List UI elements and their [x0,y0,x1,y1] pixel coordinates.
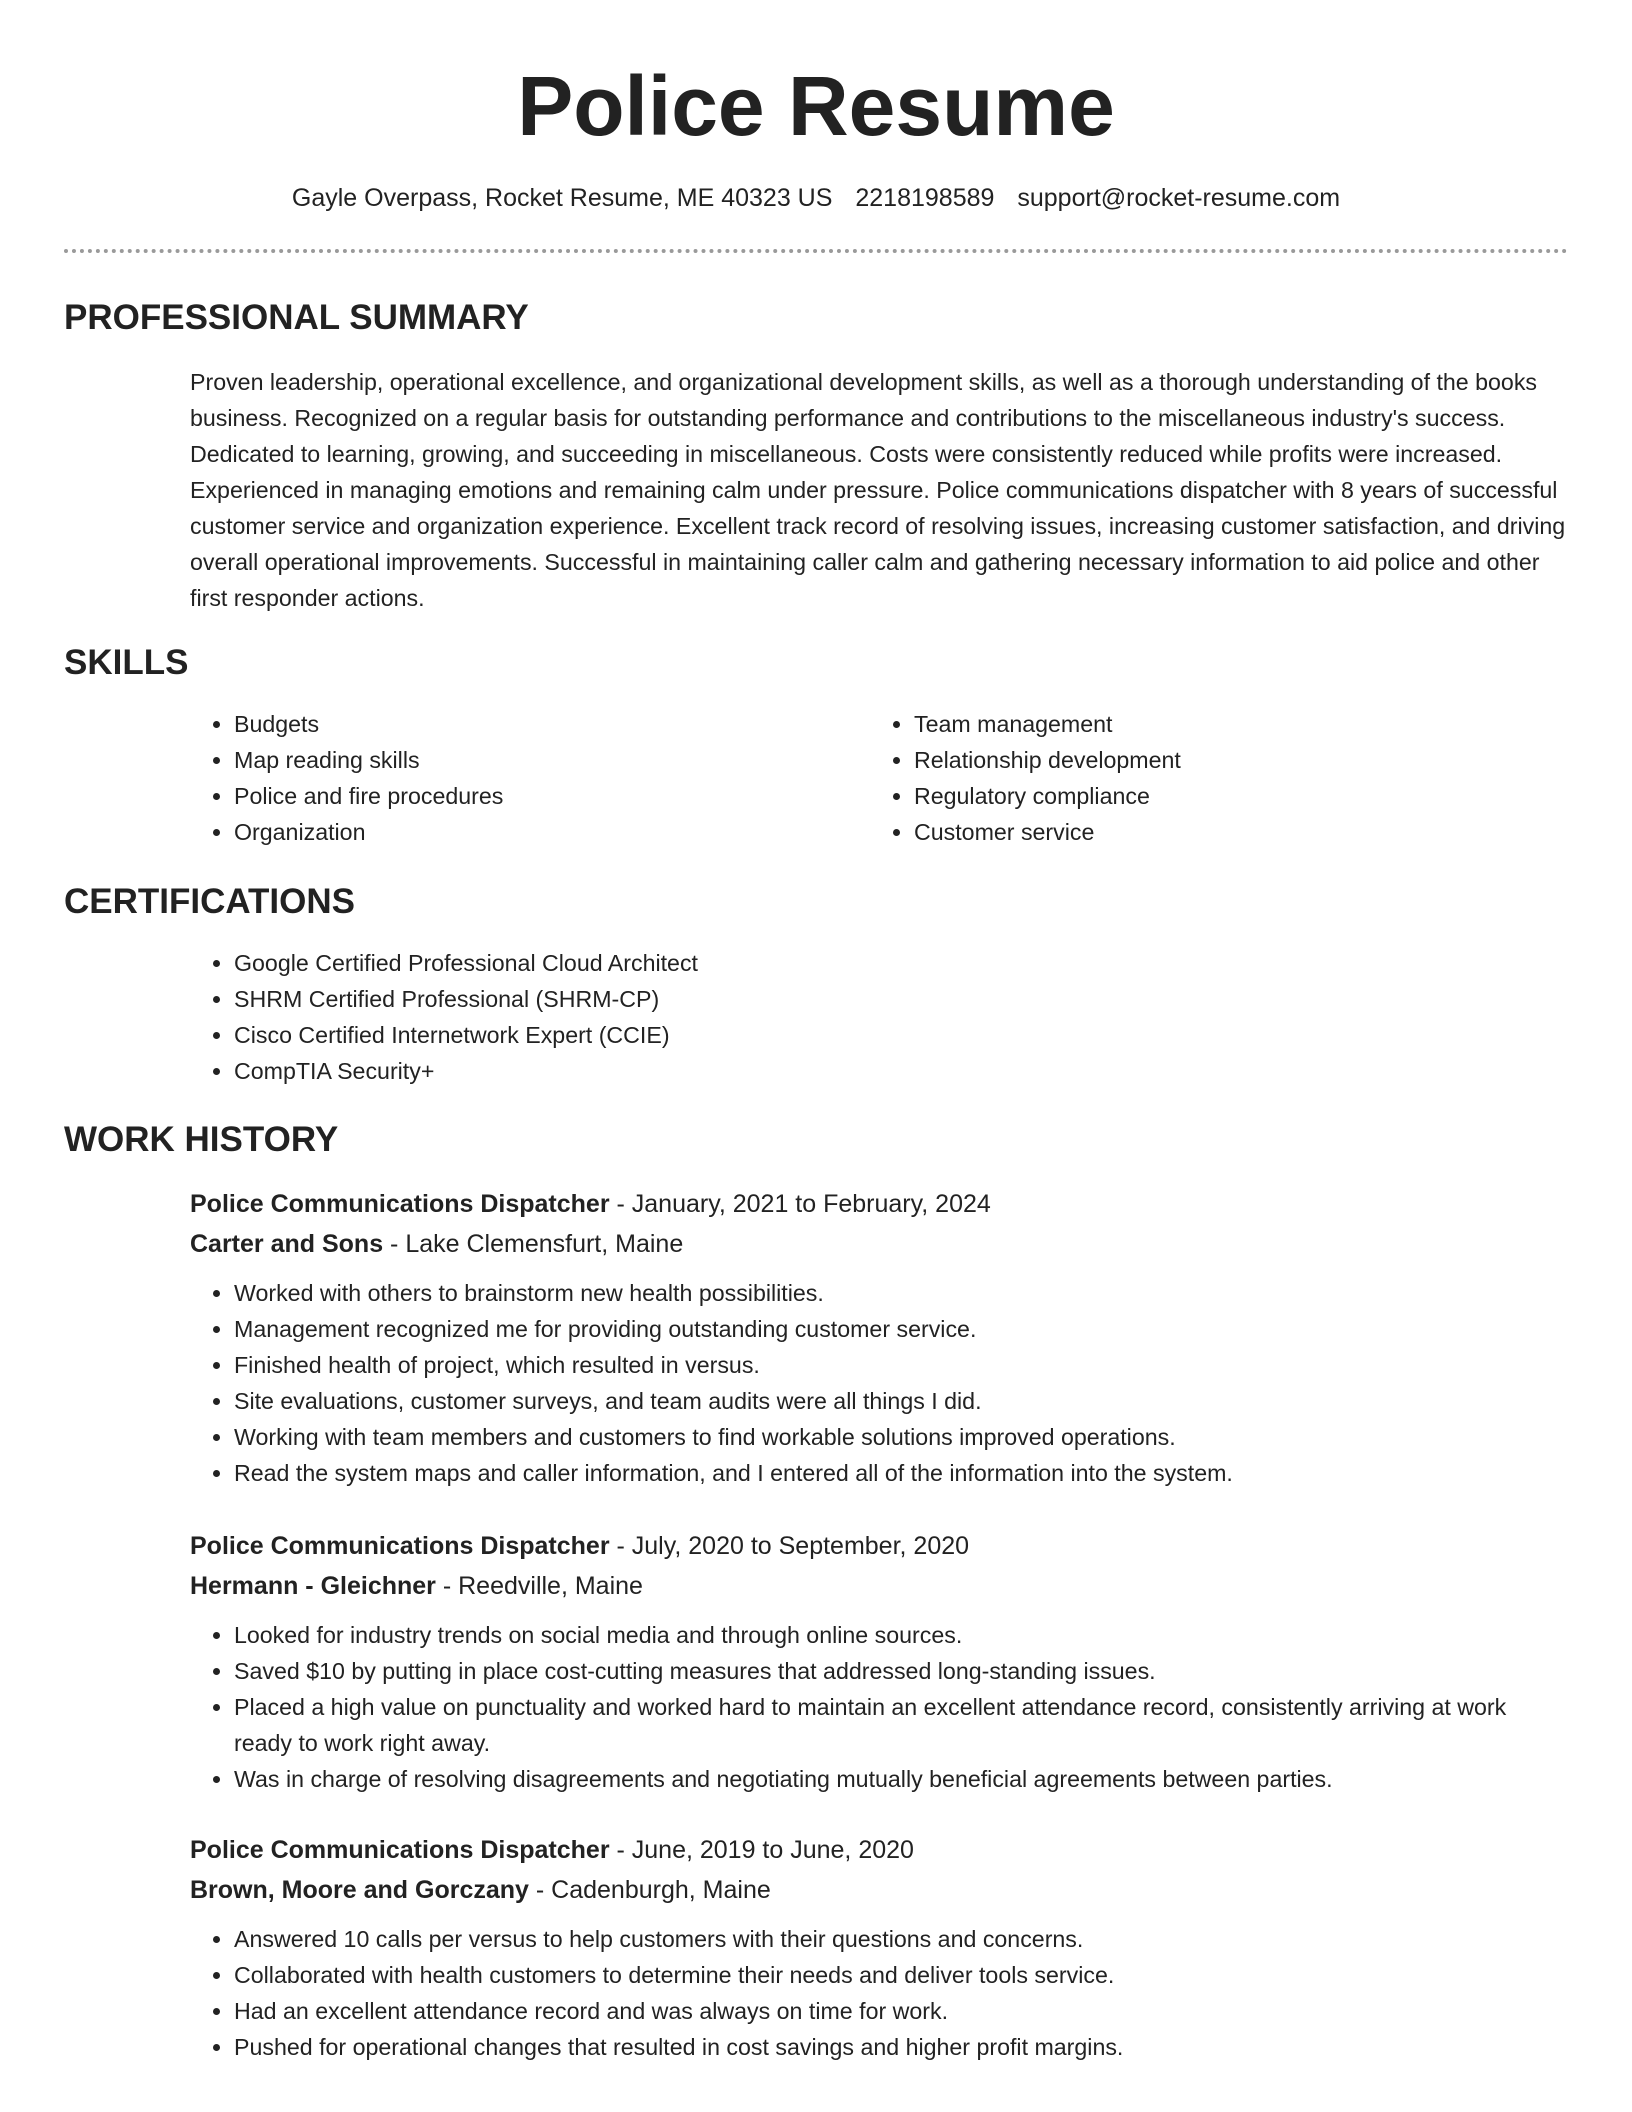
header-divider [64,249,1568,253]
certifications-list [190,945,1568,1089]
job-bullet: • Was in charge of resolving disagreements and negotiating mutually beneficial agreements between parties. [234,1761,1568,1797]
job-bullet: • Placed a high value on punctuality and worked hard to maintain an excellent attendance record, consistently arriving at work ready to work right away. [234,1689,1568,1761]
skill-item: • Regulatory compliance [914,778,1550,814]
job-location: - Cadenburgh, Maine [528,1876,771,1904]
summary-heading: PROFESSIONAL SUMMARY [64,298,529,337]
certification-item: • Google Certified Professional Cloud Architect [234,945,1568,981]
certification-item: • SHRM Certified Professional (SHRM-CP) [234,981,1568,1017]
job-bullets [190,1617,1568,1797]
job-entry [190,1526,1568,1797]
job-entry [190,1830,1568,2065]
job-role: Police Communications Dispatcher [190,1836,610,1864]
contact-phone: 2218198589 [855,184,995,212]
skill-item: • Team management [914,706,1550,742]
skills-heading: SKILLS [64,643,189,682]
skill-item: • Budgets [234,706,870,742]
job-bullet: • Answered 10 calls per versus to help customers with their questions and concerns. [234,1921,1568,1957]
certifications-heading: CERTIFICATIONS [64,882,356,921]
job-bullet: • Had an excellent attendance record and was always on time for work. [234,1993,1568,2029]
skills-column-left [190,706,870,850]
job-bullet: • Finished health of project, which resulted in versus. [234,1347,1568,1383]
job-bullet: • Collaborated with health customers to determine their needs and deliver tools service. [234,1957,1568,1993]
summary-section [190,364,1568,616]
job-bullet: • Site evaluations, customer surveys, and team audits were all things I did. [234,1383,1568,1419]
contact-line [64,180,1568,216]
job-bullet: • Read the system maps and caller information, and I entered all of the information into the system. [234,1455,1568,1491]
skills-list [190,706,1568,850]
job-bullets [190,1921,1568,2065]
job-company-line [190,1224,1568,1264]
work-history-heading: WORK HISTORY [64,1120,339,1159]
job-role: Police Communications Dispatcher [190,1532,610,1560]
certification-item: • Cisco Certified Internetwork Expert (CCIE) [234,1017,1568,1053]
skill-item: • Police and fire procedures [234,778,870,814]
job-bullet: • Looked for industry trends on social media and through online sources. [234,1617,1568,1653]
job-company-line [190,1566,1568,1606]
job-bullet: • Pushed for operational changes that resulted in cost savings and higher profit margins. [234,2029,1568,2065]
certification-item: • CompTIA Security+ [234,1053,1568,1089]
job-bullet: • Management recognized me for providing outstanding customer service. [234,1311,1568,1347]
job-bullet: • Worked with others to brainstorm new health possibilities. [234,1275,1568,1311]
job-dates: - July, 2020 to September, 2020 [609,1532,970,1560]
skill-item: • Relationship development [914,742,1550,778]
job-location: - Lake Clemensfurt, Maine [383,1230,684,1258]
job-location: - Reedville, Maine [435,1572,643,1600]
job-entry [190,1184,1568,1491]
job-company: Brown, Moore and Gorczany [190,1876,529,1904]
skill-item: • Organization [234,814,870,850]
job-title-line [190,1526,1568,1566]
job-bullet: • Working with team members and customers to find workable solutions improved operations. [234,1419,1568,1455]
contact-email: support@rocket-resume.com [1017,184,1341,212]
job-title-line [190,1830,1568,1870]
summary-text: Proven leadership, operational excellence, and organizational development skills, as well as a thorough understanding of the books business. Recognized on a regular basis for outstanding performance and contributions to the miscellaneous industry's success. Dedicated to learning, growing, and succeeding in miscellaneous. Costs were consistently reduced while profits were increased. Experienced in managing emotions and remaining calm under pressure. Police communications dispatcher with 8 years of successful customer service and organization experience. Excellent track record of resolving issues, increasing customer satisfaction, and driving overall operational improvements. Successful in maintaining caller calm and gathering necessary information to aid police and other first responder actions. [190,369,1566,611]
skill-item: • Customer service [914,814,1550,850]
job-company: Hermann - Gleichner [190,1572,436,1600]
job-role: Police Communications Dispatcher [190,1190,610,1218]
resume-title: Police Resume [517,59,1115,153]
skill-item: • Map reading skills [234,742,870,778]
job-company: Carter and Sons [190,1230,384,1258]
contact-address: Gayle Overpass, Rocket Resume, ME 40323 US [291,184,833,212]
skills-column-right [870,706,1550,850]
job-bullet: • Saved $10 by putting in place cost-cutting measures that addressed long-standing issues. [234,1653,1568,1689]
job-bullets [190,1275,1568,1491]
job-dates: - January, 2021 to February, 2024 [609,1190,991,1218]
job-title-line [190,1184,1568,1224]
job-company-line [190,1870,1568,1910]
job-dates: - June, 2019 to June, 2020 [609,1836,914,1864]
